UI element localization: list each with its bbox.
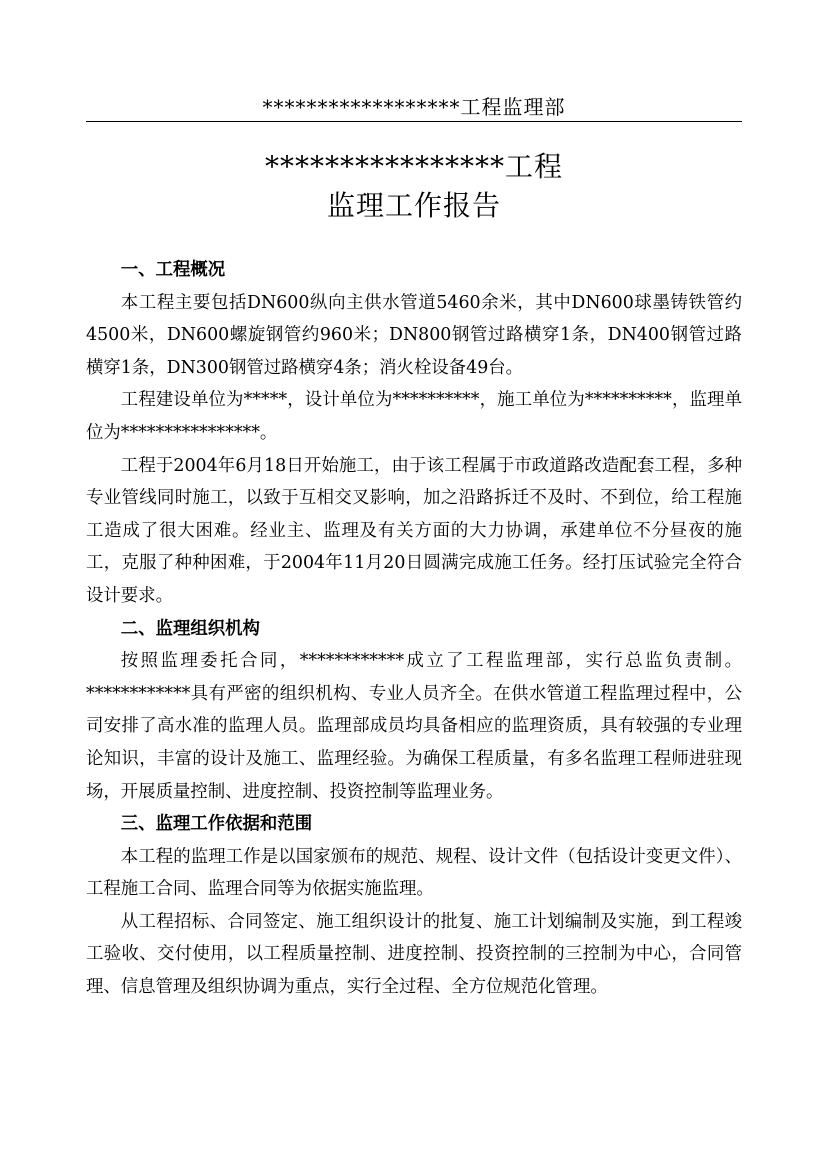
basis-paragraph-2: 从工程招标、合同签定、施工组织设计的批复、施工计划编制及实施，到工程竣工验收、交付使用，以工程质量控制、进度控制、投资控制的三控制为中心，合同管理、信息管理及组织协调为重点，实行全过程、全方位规范化管理。 [86,911,742,998]
section-heading-basis-scope: 三、监理工作依据和范围 [120,814,313,835]
document-body [86,254,742,1004]
overview-paragraph-2: 工程建设单位为*****，设计单位为**********，施工单位为**********，监理单位为****************。 [86,390,742,443]
organization-paragraph-1: 按照监理委托合同，************成立了工程监理部，实行总监负责制。************具有严密的组织机构、专业人员齐全。在供水管道工程监理过程中，公司安排了高水准的监理人员。监理部成员均具备相应的监理资质，具有较强的专业理论知识，丰富的设计及施工、监理经验。为确保工程质量，有多名监理工程师进驻现场，开展质量控制、进度控制、投资控制等监理业务。 [86,651,742,802]
overview-paragraph-1: 本工程主要包括DN600纵向主供水管道5460余米，其中DN600球墨铸铁管约4500米，DN600螺旋钢管约960米；DN800钢管过路横穿1条，DN400钢管过路横穿1条，DN300钢管过路横穿4条；消火栓设备49台。 [86,292,742,378]
page-header: ******************工程监理部 [262,95,566,119]
document-title-line-1: ****************工程 [264,150,563,183]
section-heading-organization: 二、监理组织机构 [120,618,260,639]
overview-paragraph-3: 工程于2004年6月18日开始施工，由于该工程属于市政道路改造配套工程，多种专业管线同时施工，以致于互相交叉影响，加之沿路拆迁不及时、不到位，给工程施工造成了很大困难。经业主、监理及有关方面的大力协调，承建单位不分昼夜的施工，克服了种种困难，于2004年11月20日圆满完成施工任务。经打压试验完全符合设计要求。 [86,455,742,606]
document-title-line-2: 监理工作报告 [326,189,501,222]
section-heading-overview: 一、工程概况 [120,260,226,280]
basis-paragraph-1: 本工程的监理工作是以国家颁布的规范、规程、设计文件（包括设计变更文件）、工程施工合同、监理合同等为依据实施监理。 [86,846,742,900]
header-rule [86,121,742,122]
